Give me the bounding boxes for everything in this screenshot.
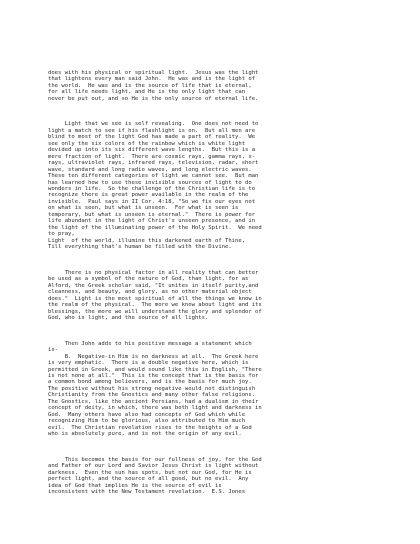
text-line: recognize there is great power available in the realm of the (48, 192, 249, 199)
text-line: B. Negative-in Him is no darkness at all. The Greek here (48, 353, 259, 360)
text-line: The Gnostics, like the ancient Persians, had a dualism in their (48, 398, 259, 405)
text-line: the world. He was and is the source of life that is eternal, (48, 82, 252, 89)
paragraph (48, 121, 388, 250)
text-line: does with his physical or spiritual light. Jesus was the light (48, 69, 259, 76)
text-line: God. Many others have also had concepts of God which while (48, 411, 246, 418)
text-line: concept of deity, in which, there was both light and darkness in (48, 405, 262, 412)
text-line: is- (48, 347, 59, 354)
text-line: and Father of our Lord and Savior Jesus Christ is light without (48, 463, 259, 470)
paragraph (48, 341, 388, 438)
text-line: never be put out, and so He is the only source of eternal life. (48, 95, 259, 102)
text-line: Alford, the Greek scholar said, "It unites in itself purity,and (48, 282, 259, 289)
paragraph (48, 270, 388, 322)
text-line: These ten different categories of light we cannot see. But man (48, 173, 259, 180)
text-line: Light that we see is self revealing. One does not need to (48, 121, 259, 128)
text-line: idea of God that implies He is the source of evil is (48, 482, 222, 489)
text-line: wave, standard and long radio waves, and long electric waves. (48, 166, 252, 173)
text-line: cleanness, and beauty, and glory, as no other material object (48, 289, 252, 296)
text-line: This becomes the basis for our fullness of joy, for the God (48, 456, 262, 463)
paragraph (48, 70, 388, 102)
text-line: rays, ultraviolet rays, infrared rays, television, radar, short (48, 160, 259, 167)
text-line: Then John adds to his positive message a statement which (48, 340, 252, 347)
document-body (48, 57, 388, 508)
text-line: has learned how to use these invisible sources of light to do (48, 179, 252, 186)
text-line: Till everything that's human be filled with the Divine. (48, 244, 232, 251)
text-line: is not none at all." This is the concept that is the basis for (48, 373, 259, 380)
text-line: temporary, but what is unseen is eternal." There is power for (48, 211, 256, 218)
text-line: Christianity from the Gnostics and many other false religions. (48, 392, 256, 399)
text-line: the light of the illuminating power of the Holy Spirit. We need (48, 224, 262, 231)
text-line: wonders in life. So the challenge of the Christian life is to (48, 186, 256, 192)
text-line: be used as a symbol of the nature of God, than light, for as (48, 276, 249, 283)
text-line: see only the six colors of the rainbow which is white light (48, 140, 246, 147)
text-line: permitted in Greek, and would sound like this in English, "There (48, 366, 262, 373)
text-line: Light of the world, illumine this darkened earth of Thine, (48, 237, 246, 244)
text-line: recognizing Him to be glorious, also attributed to Him much (48, 418, 246, 425)
text-line: mere fraction of light. There are cosmic rays, gamma rays, x- (48, 153, 256, 160)
text-line: light a match to see if his flashlight is on. But all men are (48, 127, 256, 134)
text-line: does." Light is the most spiritual of all the things we know in (48, 295, 262, 302)
text-line: There is no physical factor in all reality that can better (48, 269, 259, 276)
text-line: invisible. Paul says in II Cor. 4:18, "So we fix our eyes not (48, 198, 256, 205)
text-line: evil. The Christian revelation rises to the heights of a God (48, 424, 252, 431)
paragraph (48, 457, 388, 496)
text-line: perfect light, and the source of all good, but no evil. Any (48, 476, 249, 483)
text-line: is very emphatic. There is a double negative here, which is (48, 360, 249, 367)
text-line: to pray, (48, 231, 75, 238)
text-line: devided up into its six different wave lengths. But this is a (48, 147, 256, 154)
text-line: for all life needs light, and He is the only light that can (48, 89, 246, 96)
text-line: who is absolutely pure, and is not the origin of any evil. (48, 431, 242, 438)
text-line: inconsistent with the New Testament revelation. E.S. Jones (48, 489, 246, 496)
text-line: on what is seen, but what is unseen. For what is seen is (48, 205, 239, 212)
text-line: life abundant in the light of Christ's unseen presence, and in (48, 218, 256, 225)
text-line: darkness. Even the sun has spots, but not our God, for He is (48, 469, 252, 476)
text-line: blind to most of the light God has made a part of reality. We (48, 134, 256, 141)
text-line: God, who is light, and the source of all lights. (48, 315, 209, 321)
text-line: The positive without his strong negative would not distinguish (48, 385, 256, 392)
text-line: that lightens every man said John. He was and is the light of (48, 76, 256, 83)
text-line: the realm of the physical. The more we know about light and its (48, 302, 262, 309)
text-line: blessings, the more we will understand the glory and splendor of (48, 308, 262, 315)
text-line: a common bond among believers, and is the basis for much joy. (48, 379, 252, 386)
